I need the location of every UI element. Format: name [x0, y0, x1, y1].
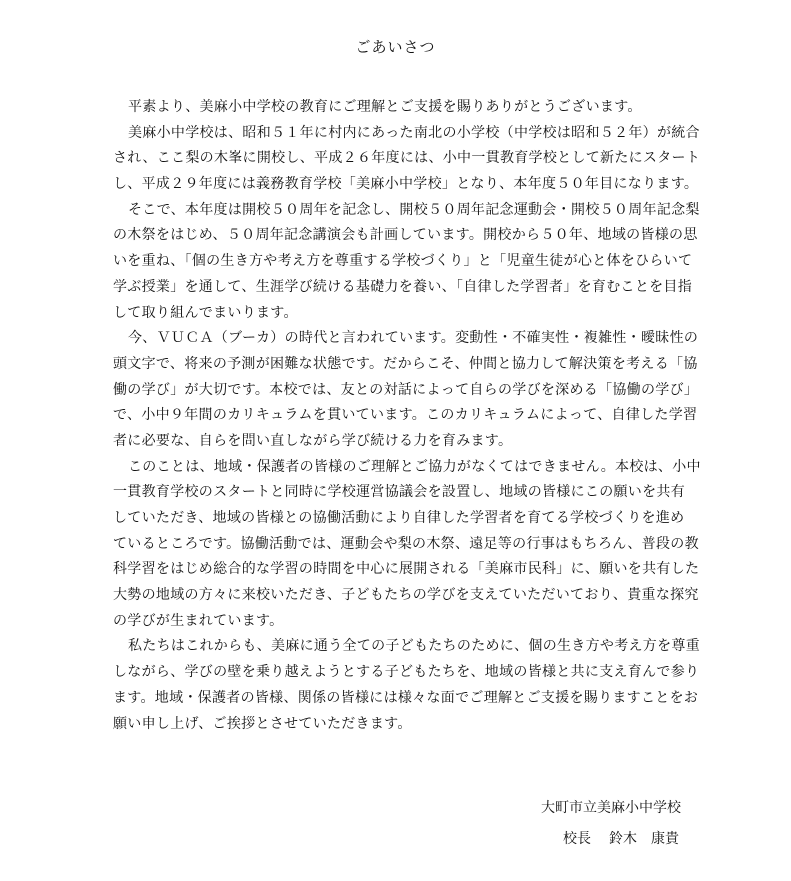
- body-line: 願い申し上げ、ご挨拶とさせていただきます。: [113, 715, 412, 732]
- body-line: そこで、本年度は開校５０周年を記念し、開校５０周年記念運動会・開校５０周年記念梨: [128, 201, 700, 218]
- school-name: 大町市立美麻小中学校: [541, 800, 681, 816]
- body-line: 今、ＶＵＣＡ（ブーカ）の時代と言われています。変動性・不確実性・複雑性・曖昧性の: [128, 330, 699, 347]
- body-line: 一貫教育学校のスタートと同時に学校運営協議会を設置し、地域の皆様にこの願いを共有: [113, 484, 685, 501]
- body-line: 科学習をはじめ総合的な学習の時間を中心に展開される「美麻市民科」に、願いを共有した: [113, 561, 700, 578]
- page-title: ごあいさつ: [355, 38, 436, 56]
- body-line: 頭文字で、将来の予測が困難な状態です。だからこそ、仲間と協力して解決策を考える「協: [113, 355, 698, 372]
- principal-signature: [563, 828, 713, 848]
- body-line: いを重ね、「個の生き方や考え方を尊重する学校づくり」と「児童生徒が心と体をひらいて: [113, 253, 693, 270]
- body-line: 働の学び」が大切です。本校では、友との対話によって自らの学びを深める「協働の学び」: [113, 381, 699, 398]
- principal-role: 校長: [563, 831, 591, 847]
- body-line: 美麻小中学校は、昭和５１年に村内にあった南北の小学校（中学校は昭和５２年）が統合: [128, 124, 700, 141]
- body-line: 大勢の地域の方々に来校いただき、子どもたちの学びを支えていただいており、貴重な探究: [113, 587, 699, 604]
- body-line: ます。地域・保護者の皆様、関係の皆様には様々な面でご理解とご支援を賜りますことをお: [113, 689, 699, 706]
- body-line: していただき、地域の皆様との協働活動により自律した学習者を育てる学校づくりを進め: [113, 510, 685, 526]
- body-line: し、平成２９年度には義務教育学校「美麻小中学校」となり、本年度５０年目になります。: [113, 176, 699, 193]
- body-line: 者に必要な、自らを問い直しながら学び続ける力を育みます。: [113, 432, 513, 449]
- body-line: で、小中９年間のカリキュラムを貫いています。このカリキュラムによって、自律した学習: [113, 407, 698, 424]
- greeting-body: [113, 95, 701, 737]
- body-line: 私たちはこれからも、美麻に通う全ての子どもたちのために、個の生き方や考え方を尊重: [128, 638, 700, 655]
- principal-name: 鈴木 康貴: [609, 831, 679, 847]
- body-line: され、ここ梨の木峯に開校し、平成２６年度には、小中一貫教育学校として新たにスタート: [113, 150, 701, 167]
- body-line: このことは、地域・保護者の皆様のご理解とご協力がなくてはできません。本校は、小中: [128, 458, 701, 475]
- body-line: の木祭をはじめ、５０周年記念講演会も計画しています。開校から５０年、地域の皆様の思: [113, 227, 698, 244]
- body-line: 平素より、美麻小中学校の教育にご理解とご支援を賜りありがとうございます。: [128, 99, 642, 115]
- body-line: して取り組んでまいります。: [113, 304, 298, 321]
- body-line: の学びが生まれています。: [113, 612, 284, 629]
- body-line: ているところです。協働活動では、運動会や梨の木祭、遠足等の行事はもちろん、普段の教: [113, 535, 699, 552]
- body-line: しながら、学びの壁を乗り越えようとする子どもたちを、地域の皆様と共に支え育んで参り: [113, 664, 700, 681]
- body-line: 学ぶ授業」を通して、生涯学び続ける基礎力を養い、「自律した学習者」を育むことを目指: [113, 278, 693, 295]
